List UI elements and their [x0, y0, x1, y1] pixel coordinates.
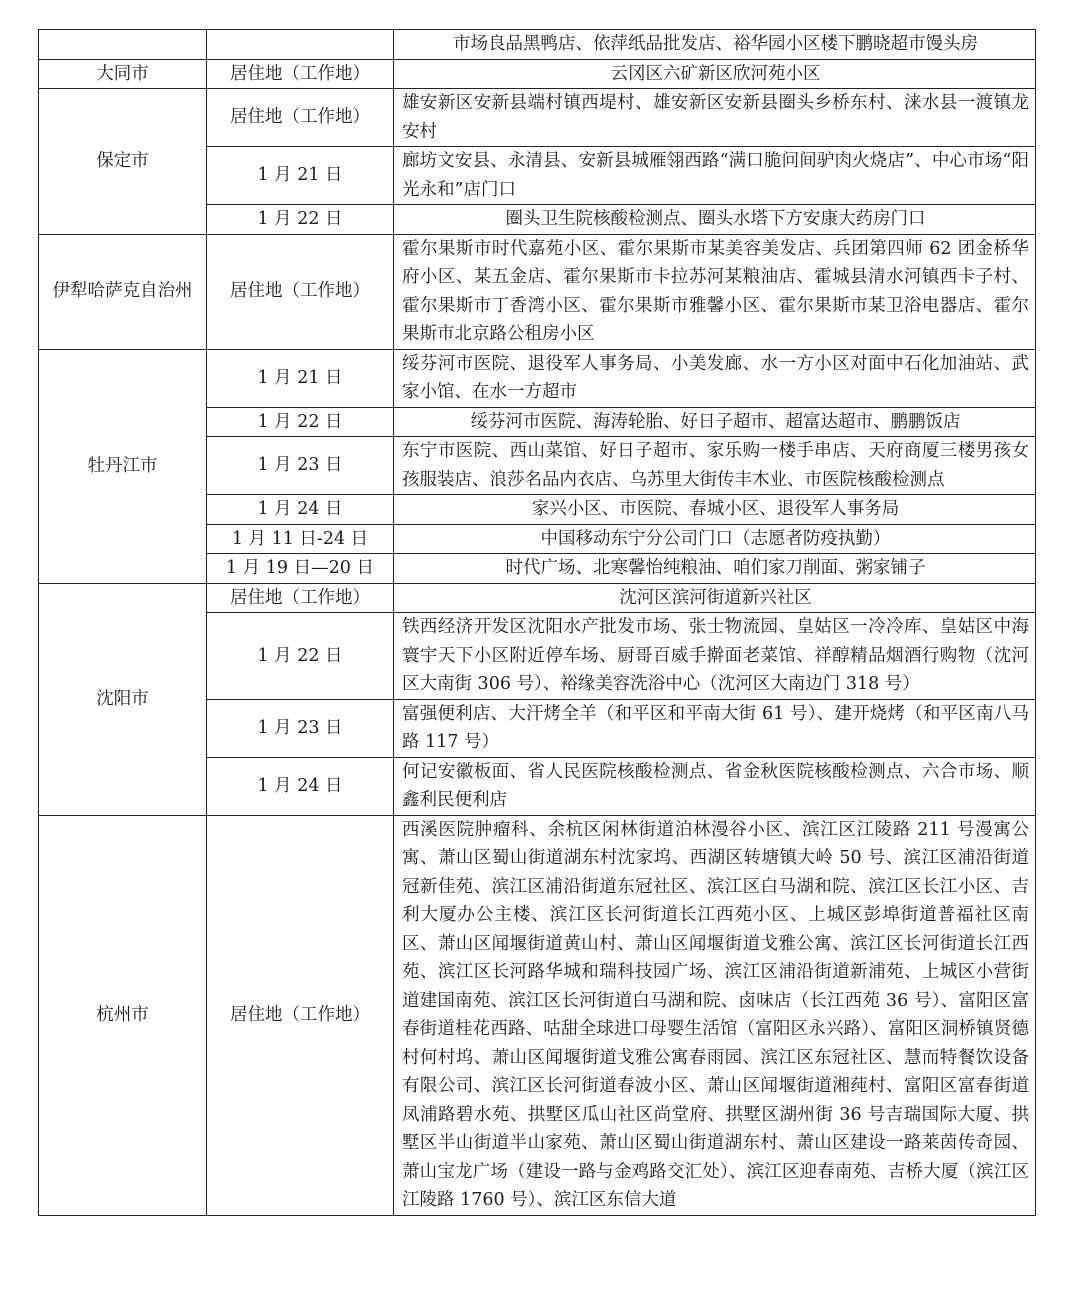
location-table [38, 29, 1036, 1216]
table-row [39, 30, 1036, 60]
date-cell: 1 月 19 日—20 日 [207, 554, 394, 584]
date-cell: 1 月 24 日 [207, 757, 394, 815]
place-cell: 绥芬河市医院、海涛轮胎、好日子超市、超富达超市、鹏鹏饭店 [394, 407, 1036, 437]
table-row [39, 89, 1036, 147]
date-cell: 1 月 22 日 [207, 205, 394, 235]
place-cell: 何记安徽板面、省人民医院核酸检测点、省金秋医院核酸检测点、六合市场、顺鑫利民便利店 [394, 757, 1036, 815]
date-cell: 1 月 21 日 [207, 349, 394, 407]
place-cell: 沈河区滨河街道新兴社区 [394, 583, 1036, 613]
place-cell: 中国移动东宁分公司门口（志愿者防疫执勤） [394, 524, 1036, 554]
place-cell: 市场良品黑鸭店、依萍纸品批发店、裕华园小区楼下鹏晓超市馒头房 [394, 30, 1036, 60]
date-cell: 1 月 22 日 [207, 613, 394, 700]
place-cell: 西溪医院肿瘤科、余杭区闲林街道泊林漫谷小区、滨江区江陵路 211 号漫寓公寓、萧山区蜀山街道湖东村沈家坞、西湖区转塘镇大岭 50 号、滨江区浦沿街道冠新佳苑、滨江区浦沿街道东冠社区、滨江区白马湖和院、滨江区长江小区、吉利大厦办公主楼、滨江区长河街道长江西苑小区、上城区彭埠街道普福社区南区、萧山区闻堰街道黄山村、萧山区闻堰街道戈雅公寓、滨江区长河街道长江西苑、滨江区长河路华城和瑞科技园广场、滨江区浦沿街道新浦苑、上城区小营街道建国南苑、滨江区长河街道白马湖和院、卤味店（长江西苑 36 号）、富阳区富春街道桂花西路、咕甜全球进口母婴生活馆（富阳区永兴路）、富阳区洞桥镇贤德村何村坞、萧山区闻堰街道戈雅公寓春雨园、滨江区东冠社区、慧而特餐饮设备有限公司、滨江区长河街道春波小区、萧山区闻堰街道湘莼村、富阳区富春街道凤浦路碧水苑、拱墅区瓜山社区尚堂府、拱墅区湖州街 36 号吉瑞国际大厦、拱墅区半山街道半山家苑、萧山区蜀山街道湖东村、萧山区建设一路莱茵传奇园、萧山宝龙广场（建设一路与金鸡路交汇处）、滨江区迎春南苑、吉桥大厦（滨江区江陵路 1760 号）、滨江区东信大道 [394, 815, 1036, 1215]
date-cell: 1 月 22 日 [207, 407, 394, 437]
table-row [39, 583, 1036, 613]
date-cell: 1 月 24 日 [207, 495, 394, 525]
date-cell: 1 月 21 日 [207, 147, 394, 205]
date-cell: 居住地（工作地） [207, 89, 394, 147]
city-cell: 保定市 [39, 89, 207, 235]
place-cell: 富强便利店、大汗烤全羊（和平区和平南大街 61 号）、建开烧烤（和平区南八马路 117 号） [394, 699, 1036, 757]
place-cell: 家兴小区、市医院、春城小区、退役军人事务局 [394, 495, 1036, 525]
table-row [39, 234, 1036, 349]
place-cell: 圈头卫生院核酸检测点、圈头水塔下方安康大药房门口 [394, 205, 1036, 235]
city-cell: 杭州市 [39, 815, 207, 1215]
place-cell: 云冈区六矿新区欣河苑小区 [394, 59, 1036, 89]
city-cell: 牡丹江市 [39, 349, 207, 583]
table-row [39, 349, 1036, 407]
place-cell: 时代广场、北寒馨怡纯粮油、咱们家刀削面、粥家铺子 [394, 554, 1036, 584]
place-cell: 雄安新区安新县端村镇西堤村、雄安新区安新县圈头乡桥东村、涞水县一渡镇龙安村 [394, 89, 1036, 147]
city-cell: 伊犁哈萨克自治州 [39, 234, 207, 349]
table-row [39, 59, 1036, 89]
date-cell: 居住地（工作地） [207, 583, 394, 613]
city-cell [39, 30, 207, 60]
date-cell: 居住地（工作地） [207, 59, 394, 89]
place-cell: 东宁市医院、西山菜馆、好日子超市、家乐购一楼手串店、天府商厦三楼男孩女孩服装店、浪莎名品内衣店、乌苏里大街传丰木业、市医院核酸检测点 [394, 437, 1036, 495]
date-cell: 居住地（工作地） [207, 234, 394, 349]
date-cell: 1 月 11 日-24 日 [207, 524, 394, 554]
place-cell: 霍尔果斯市时代嘉苑小区、霍尔果斯市某美容美发店、兵团第四师 62 团金桥华府小区、某五金店、霍尔果斯市卡拉苏河某粮油店、霍城县清水河镇西卡子村、霍尔果斯市丁香湾小区、霍尔果斯市雅馨小区、霍尔果斯市某卫浴电器店、霍尔果斯市北京路公租房小区 [394, 234, 1036, 349]
date-cell: 1 月 23 日 [207, 699, 394, 757]
date-cell [207, 30, 394, 60]
date-cell: 1 月 23 日 [207, 437, 394, 495]
city-cell: 沈阳市 [39, 583, 207, 815]
table-row [39, 815, 1036, 1215]
city-cell: 大同市 [39, 59, 207, 89]
place-cell: 铁西经济开发区沈阳水产批发市场、张士物流园、皇姑区一冷冷库、皇姑区中海寰宇天下小区附近停车场、厨哥百威手擀面老菜馆、祥醇精品烟酒行购物（沈河区大南街 306 号）、裕缘美容洗浴中心（沈河区大南边门 318 号） [394, 613, 1036, 700]
place-cell: 绥芬河市医院、退役军人事务局、小美发廊、水一方小区对面中石化加油站、武家小馆、在水一方超市 [394, 349, 1036, 407]
date-cell: 居住地（工作地） [207, 815, 394, 1215]
place-cell: 廊坊文安县、永清县、安新县城雁翎西路“满口脆问间驴肉火烧店”、中心市场“阳光永和”店门口 [394, 147, 1036, 205]
